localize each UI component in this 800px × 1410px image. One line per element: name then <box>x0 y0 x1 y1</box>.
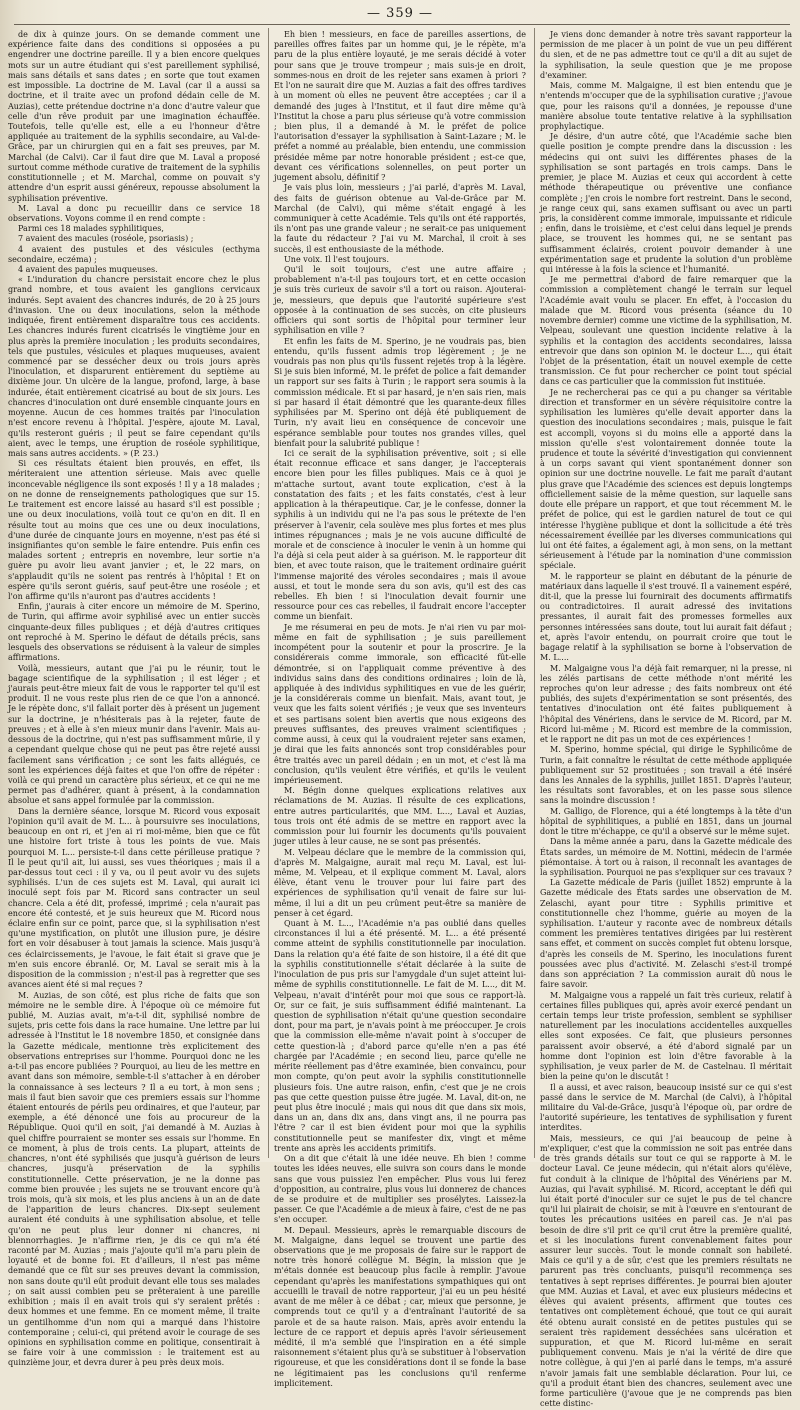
paragraph: M. Laval a donc pu recueillir dans ce service 18 observations. Voyons comme il en rend compte : <box>8 203 260 223</box>
column-right <box>540 30 792 1409</box>
paragraph: 4 avaient des papules muqueuses. <box>18 265 158 275</box>
paragraph: Qu'il le soit toujours, c'est une autre affaire ; probablement n'a-t-il pas toujours tort, et en cette occasion je suis très curieux de savoir s'il a tort ou raison. Ajouterai-je, messieurs, que depuis que l'autorité supérieure s'est opposée à la continuation de ses succès, on cite plusieurs officiers qui sont sortis de l'hôpital pour terminer leur syphilisation en ville ? <box>274 265 526 336</box>
paragraph: Mais, comme M. Malgaigne, il est bien entendu que je n'entends m'occuper que de la syphilisation curative ; j'avoue que, pour les raisons qu'il a données, je repousse d'une manière absolue toute tentative relative à la syphilisation prophylactique. <box>540 81 792 131</box>
paragraph: M. Depaul. Messieurs, après le remarquable discours de M. Malgaigne, dans lequel se trouvent une partie des observations que je me proposais de faire sur le rapport de notre très honoré collègue M. Bégin, la mission que je m'étais donnée est beaucoup plus facile à remplir. J'avoue cependant qu'après les manifestations sympathiques qui ont accueilli le travail de notre rapporteur, j'ai eu un peu hésité avant de me mêler à ce débat ; car, mieux que personne, je comprends tout ce qu'il y a d'entraînant l'autorité de sa parole et de sa haute raison. Mais, après avoir entendu la lecture de ce rapport et depuis après l'avoir sérieusement médité, il m'a semblé que l'inspiration en a été simple raisonnement s'étaient plus qu'à se substituer à l'observation rigoureuse, et que les considérations dont il se fonde la base ne légitimaient pas les conclusions qu'il renferme implicitement. <box>274 1225 526 1388</box>
paragraph: Je me résumerai en peu de mots. Je n'ai rien vu par moi-même en fait de syphilisation ; je suis pareillement incompétent pour la soutenir et pour la proscrire. Je la considérerais comme immorale, son efficacité fût-elle démontrée, si on l'appliquait comme préventive à des individus sains dans des conditions ordinaires ; loin de là, appliquée à des individus syphilitiques en vue de les guérir, je la considérerais comme un bienfait. Mais, avant tout, je veux que les faits soient vérifiés ; je veux que ses inventeurs et ses partisans soient bien avertis que nous exigeons des preuves suffisantes, des preuves vraiment scientifiques ; comme aussi, à ceux qui la voudraient rejeter sans examen, je dirai que les faits annoncés sont trop considérables pour être traités avec un pareil dédain ; en un mot, et c'est là ma conclusion, qu'ils veulent être vérifiés, et qu'ils le veulent impérieusement. <box>274 622 526 785</box>
column-divider <box>268 28 269 1158</box>
paragraph: M. Auzias, de son côté, est plus riche de faits que son mémoire ne le semble dire. À l'époque où ce mémoire fut publié, M. Auzias avait, m'a-t-il dit, syphilisé nombre de sujets, pris cette fois dans la race humaine. Une lettre par lui adressée à l'Institut le 18 novembre 1850, et consignée dans la Gazette médicale, mentionne très explicitement des observations entreprises sur l'homme. Pourquoi donc ne les a-t-il pas encore publiées ? Pourquoi, au lieu de les mettre en avant dans son mémoire, semble-t-il s'attacher à en dérober la connaissance à ses lecteurs ? Il a eu tort, à mon sens ; mais il faut bien savoir que ces premiers essais sur l'homme étaient entourés de périls peu ordinaires, et que l'auteur, par exemple, a été dénoncé une fois au procureur de la République. Quoi qu'il en soit, j'ai demandé à M. Auzias à quel chiffre pourraient se monter ses essais sur l'homme. En ce moment, à plus de trois cents. La plupart, atteints de chancres, n'ont été syphilisés que jusqu'à guérison de leurs chancres, jusqu'à préservation de la syphilis constitutionnelle. Cette préservation, je ne la donne pas comme bien prouvée ; les sujets ne se trouvant encore qu'à trois mois, qu'à six mois, et les plus anciens à un an de date de l'apparition de leurs chancres. Dix-sept seulement auraient été conduits à une syphilisation absolue, et telle qu'on ne peut plus leur donner ni chancres, ni blennorrhagies. Je n'affirme rien, je dis ce qui m'a été raconté par M. Auzias ; mais j'ajoute qu'il m'a paru plein de loyauté et de bonne foi. Et d'ailleurs, il n'est pas même demandé que ce fût sur ses preuves devant la commission, non sans doute qu'il eût produit devant elle tous ses malades ; on sait aussi combien peu se prêteraient à une pareille exhibition ; mais il en avait trois qui s'y seraient prêtés : deux hommes et une femme. En ce moment même, il traite un gentilhomme d'un nom qui a marqué dans l'histoire contemporaine ; celui-ci, qui prétend avoir le courage de ses opinions en syphilisation comme en politique, consentirait à se faire voir à une commission : le traitement est au quinzième jour, et devra durer à peu près deux mois. <box>8 990 260 1368</box>
paragraph: Enfin, j'aurais à citer encore un mémoire de M. Sperino, de Turin, qui affirme avoir syphilisé avec un entier succès cinquante-deux filles publiques ; et déjà d'autres critiques ont reproché à M. Sperino le défaut de détails précis, sans lesquels des observations se réduisent à la valeur de simples affirmations. <box>8 602 260 663</box>
paragraph: 4 avaient des pustules et des vésicules (ecthyma secondaire, eczéma) ; <box>8 244 260 264</box>
paragraph: Ici ce serait de la syphilisation préventive, soit ; si elle était reconnue efficace et sans danger, je l'accepterais encore bien pour les filles publiques. Mais ce à quoi je m'attache surtout, avant toute explication, c'est à la constatation des faits ; et les faits constatés, c'est à leur application à la thérapeutique. Car, je le confesse, donner la syphilis à un individu qui ne l'a pas sous le prétexte de l'en préserver à l'avenir, cela soulève mes plus fortes et mes plus intimes répugnances ; mais je ne vois aucune difficulté de morale et de conscience à inoculer le venin à un homme qui l'a déjà si cela peut aider à sa guérison. M. le rapporteur dit bien, et avec toute raison, que le traitement ordinaire guérit l'immense majorité des véroles secondaires ; mais il avoue aussi, et tout le monde sera du son avis, qu'il est des cas rebelles. Eh bien ! si l'inoculation devait fournir une ressource pour ces cas rebelles, il faudrait encore l'accepter comme un bienfait. <box>274 448 526 622</box>
paragraph: Eh bien ! messieurs, en face de pareilles assertions, de pareilles offres faites par un homme qui, je le répète, m'a paru de la plus entière loyauté, je me serais décidé à voter pour sans que je trouve trompeur ; mais suis-je en droit, sommes-nous en droit de les rejeter sans examen à priori ? Et l'on ne saurait dire que M. Auzias a fait des offres tardives à un moment où elles ne peuvent être acceptées ; car il a demandé des juges à l'Institut, et il faut dire même qu'à l'Institut la chose a paru plus sérieuse qu'à votre commission ; bien plus, il a demandé à M. le préfet de police l'autorisation d'essayer la syphilisation à Saint-Lazare ; M. le préfet a nommé au préalable, bien entendu, une commission présidée même par notre honorable président ; est-ce que, devant ces vérifications solennelles, on peut porter un jugement absolu, définitif ? <box>274 30 526 183</box>
paragraph: M. Bégin donne quelques explications relatives aux réclamations de M. Auzias. Il résulte de ces explications, entre autres particularités, que MM. L..., Laval et Auzias, tous trois ont été admis de se mettre en rapport avec la commission pour lui fournir les documents qu'ils pouvaient juger utiles à leur cause, ne se sont pas présentés. <box>274 786 526 847</box>
paragraph: de dix à quinze jours. On se demande comment une expérience faite dans des conditions si opposées a pu engendrer une doctrine pareille. Il y a bien encore quelques mots sur un autre étudiant qui s'est pareillement syphilisé, mais sans détails et sans dates ; en sorte que tout examen est impossible. La doctrine de M. Laval (car il a aussi sa doctrine, et il traite avec un profond dédain celle de M. Auzias), cette prétendue doctrine n'a donc d'autre valeur que celle d'un rêve produit par une imagination échauffée. Toutefois, telle qu'elle est, elle a eu l'honneur d'être appliquée au traitement de la syphilis secondaire, au Val-de-Grâce, par un chirurgien qui en a fait ses preuves, par M. Marchal (de Calvi). Car il faut dire que M. Laval a proposé surtout comme méthode curative de traitement de la syphilis constitutionnelle ; et M. Marchal, comme on pouvait s'y attendre d'un esprit aussi généreux, repousse absolument la syphilisation préventive. <box>8 30 260 203</box>
paragraph: Quant à M. L..., l'Académie n'a pas oublié dans quelles circonstances il lui a été présenté. M. L... a été présenté comme atteint de syphilis constitutionnelle par inoculation. Dans la relation qu'a été faite de son histoire, il a été dit que la syphilis constitutionnelle s'était déclarée à la suite de l'inoculation de pus pris sur l'amygdale d'un sujet atteint lui-même de syphilis constitutionnelle. Le fait de M. L..., dit M. Velpeau, n'avait d'intérêt pour moi que sous ce rapport-là. Or, sur ce fait, je suis suffisamment édifié maintenant. La question de syphilisation n'était qu'une question secondaire dont, pour ma part, je n'avais point à me préoccuper. Je crois que la commission elle-même n'avait point à s'occuper de cette question-là ; d'abord parce qu'elle n'en a pas été chargée par l'Académie ; en second lieu, parce qu'elle ne mérite réellement pas d'être examinée, bien convaincu, pour mon compte, qu'on peut avoir la syphilis constitutionnelle plusieurs fois. Une autre raison, enfin, c'est que je ne crois pas que cette question puisse être jugée. M. Laval, dit-on, ne peut plus être inoculé ; mais qui nous dit que dans six mois, dans un an, dans dix ans, dans vingt ans, il ne pourra pas l'être ? car il est bien évident pour moi que la syphilis constitutionnelle peut se manifester dix, vingt et même trente ans après les accidents primitifs. <box>274 919 526 1153</box>
column-middle <box>274 30 526 1388</box>
paragraph: Je vais plus loin, messieurs ; j'ai parlé, d'après M. Laval, des faits de guérison obtenue au Val-de-Grâce par M. Marchal (de Calvi), qui même s'était engagé à les communiquer à cette Académie. Tels qu'ils ont été rapportés, ils n'ont pas une grande valeur ; ne serait-ce pas uniquement la faute du rédacteur ? J'ai vu M. Marchal, il croit à ses succès, il est enthousiaste de la méthode. <box>274 183 526 254</box>
page-number: — 359 — <box>366 6 434 21</box>
paragraph: Parmi ces 18 malades syphilitiques, <box>18 224 164 234</box>
paragraph: Il a aussi, et avec raison, beaucoup insisté sur ce qui s'est passé dans le service de M. Marchal (de Calvi), à l'hôpital militaire du Val-de-Grâce, jusqu'à l'époque où, par ordre de l'autorité supérieure, les tentatives de syphilisation y furent interdites. <box>540 1082 792 1133</box>
paragraph: M. Malgaigne vous l'a déjà fait remarquer, ni la presse, ni les zélés partisans de cette méthode n'ont mérité les reproches qu'on leur adresse ; des faits nombreux ont été publiés, des sujets d'expérimentation se sont présentés, des tentatives d'inoculation ont été faites publiquement à l'hôpital des Vénériens, dans le service de M. Ricord, par M. Ricord lui-même ; M. Ricord est membre de la commission, et le rapport ne dit pas un mot de ces expériences ! <box>540 663 792 745</box>
paragraph: La Gazette médicale de Paris (juillet 1852) emprunte à la Gazette médicale des États sardes une observation de M. Zelaschi, ayant pour titre : Syphilis primitive et constitutionnelle chez l'homme, guérie au moyen de la syphilisation. L'auteur y raconte avec de nombreux détails comment les premières tentatives dirigées par lui restèrent sans effet, et comment on succès complet fut obtenu lorsque, d'après les conseils de M. Sperino, les inoculations furent poussées avec plus d'activité. M. Zelaschi s'est-il trompé dans son appréciation ? La commission aurait dû nous le faire savoir. <box>540 878 792 990</box>
paragraph: M. le rapporteur se plaint en débutant de la pénurie de matériaux dans laquelle il s'est trouvé. Il a vainement espéré, dit-il, que la presse lui fournirait des documents affirmatifs ou contradictoires. Il aurait adressé des invitations pressantes, il aurait fait des promesses formelles aux personnes intéressées sans doute, tout lui aurait fait défaut ; et, après l'avoir entendu, on pourrait croire que tout le bagage relatif à la syphilisation se borne à l'observation de M. L.... <box>540 571 792 663</box>
column-divider <box>534 28 535 1158</box>
paragraph: On a dit que c'était là une idée neuve. Eh bien ! comme toutes les idées neuves, elle suivra son cours dans le monde sans que vous puissiez l'en empêcher. Plus vous lui ferez d'opposition, au contraire, plus vous lui donnerez de chances de se produire et de multiplier ses prosélytes. Laissez-la passer. Ce que l'Académie a de mieux à faire, c'est de ne pas s'en occuper. <box>274 1154 526 1225</box>
paragraph: Et enfin les faits de M. Sperino, je ne voudrais pas, bien entendu, qu'ils fussent admis trop légèrement ; je ne voudrais pas non plus qu'ils fussent rejetés trop à la légère. Si je suis bien informé, M. le préfet de police a fait demander un rapport sur ses faits à Turin ; le rapport sera soumis à la commission médicale. Et si par hasard, je n'en sais rien, mais si par hasard il était démontré que les quarante-deux filles syphilisées par M. Sperino ont déjà été publiquement de Turin, n'y avait lieu en conséquence de concevoir une espérance semblable pour toutes nos grandes villes, quel bienfait pour la salubrité publique ! <box>274 336 526 448</box>
paragraph: Je désire, d'un autre côté, que l'Académie sache bien quelle position je compte prendre dans la discussion : les médecins qui ont suivi les différentes phases de la syphilisation se sont partagés en trois camps. Dans le premier, je place M. Auzias et ceux qui accordent à cette méthode thérapeutique ou préventive une confiance complète ; j'en crois le nombre fort restreint. Dans le second, je range ceux qui, sans examen suffisant ou avec un parti pris, la considèrent comme immorale, impuissante et ridicule ; enfin, dans le troisième, et c'est celui dans lequel je prends place, se trouvent les hommes qui, ne se sentant pas suffisamment éclairés, croient pouvoir demander à une expérimentation sage et prudente la solution d'un problème qui intéresse à la fois la science et l'humanité. <box>540 132 792 275</box>
header-rule <box>14 24 790 25</box>
paragraph: Dans la dernière séance, lorsque M. Ricord vous exposait l'opinion qu'il avait de M. L... à poursuivre ses inoculations, beaucoup en ont ri, et j'en ai ri moi-même, bien que ce fût une histoire fort triste à tous les points de vue. Mais pourquoi M. L... persiste-t-il dans cette périlleuse pratique ? Il le peut qu'il ait, lui aussi, ses vues théoriques ; mais il a par-dessus tout ceci : il y va, ou il peut avoir vu des sujets syphilisés. L'un de ces sujets est M. Laval, qui aurait ici inoculé sept fois par M. Ricord sans contracter un seul chancre. Cela a été dit, professé, imprimé ; cela n'aurait pas encore été contesté, et je suis heureux que M. Ricord nous éclaire enfin sur ce point, parce que, si la syphilisation n'est qu'une mystification, on plutôt une illusion pure, je désire fort en voir désabuser à tout jamais la science. Mais jusqu'à ces éclaircissements, je l'avoue, le fait était si grave que je m'en suis encore ébranlé. Or, M. Laval se serait mis à la disposition de la commission ; n'est-il pas à regretter que ses avances aient été si mal reçues ? <box>8 806 260 990</box>
column-left <box>8 30 260 1368</box>
paragraph: Voilà, messieurs, autant que j'ai pu le réunir, tout le bagage scientifique de la syphilisation ; il est léger ; et j'aurais peut-être mieux fait de vous le rapporter tel qu'il est produit. Il ne vous reste plus rien de ce que l'on a annoncé. Je le répète donc, s'il fallait porter dès à présent un jugement sur la doctrine, je n'hésiterais pas à la rejeter, faute de preuves ; et à elle à s'en mieux munir dans l'avenir. Mais au-dessous de la doctrine, qui n'est pas suffisamment mûrie, il y a cependant quelque chose qui ne peut pas être rejeté aussi facilement sans vérification ; ce sont les faits allégués, ce sont les expériences déjà faites et que l'on offre de répéter : voilà ce qui prend un caractère plus sérieux, et ce qui ne me permet pas d'adhérer, quant à présent, à la condamnation absolue et sans appel formulée par la commission. <box>8 663 260 806</box>
paragraph: « L'induration du chancre persistait encore chez le plus grand nombre, et tous avaient les ganglions cervicaux indurés. Sept avaient des chancres indurés, de 20 à 25 jours d'invasion. Une ou deux inoculations, selon la méthode indiquée, firent entièrement disparaître tous ces accidents. Les chancres indurés furent cicatrisés le vingtième jour en plus après la première inoculation ; les produits secondaires, tels que pustules, vésicules et plaques muqueuses, avaient commencé par se dessécher deux ou trois jours après l'inoculation, et disparurent entièrement du septième au dixième jour. Un ulcère de la langue, profond, large, à base indurée, était entièrement cicatrisé au bout de six jours. Les chancres d'inoculation ont duré ensemble cinquante jours en moyenne. Aucun de ces hommes traités par l'inoculation n'est encore revenu à l'hôpital. J'espère, ajoute M. Laval, qu'ils resteront guéris ; il peut se faire cependant qu'ils aient, avec le temps, une éruption de roséole syphilitique, mais sans autres accidents. » (P. 23.) <box>8 275 260 458</box>
paragraph: Je viens donc demander à notre très savant rapporteur la permission de me placer à un point de vue un peu différent du sien, et de ne pas admettre tout ce qu'il a dit au sujet de la syphilisation, la seule question que je me propose d'examiner. <box>540 30 792 80</box>
paragraph: Je me permettrai d'abord de faire remarquer que la commission a complètement changé le terrain sur lequel l'Académie avait voulu se placer. En effet, à l'occasion du malade que M. Ricord vous présenta (séance du 10 novembre dernier) comme une victime de la syphilisation, M. Velpeau, soulevant une question incidente relative à la syphilis et la contagion des accidents secondaires, laissa entrevoir que dans son opinion M. le docteur L..., qui était l'objet de la présentation, était un nouvel exemple de cette transmission. Ce fut pour rechercher ce point tout spécial dans ce cas particulier que la commission fut instituée. <box>540 275 792 387</box>
paragraph: M. Velpeau déclare que le membre de la commission qui, d'après M. Malgaigne, aurait mal reçu M. Laval, est lui-même, M. Velpeau, et il explique comment M. Laval, alors élève, étant venu le trouver pour lui faire part des expériences de syphilisation qu'il venait de faire sur lui-même, il lui a dit un peu crûment peut-être sa manière de penser à cet égard. <box>274 847 526 918</box>
paragraph: M. Sperino, homme spécial, qui dirige le Syphilicôme de Turin, a fait connaître le résultat de cette méthode appliquée publiquement sur 52 prostituées ; son travail a été inséré dans les Annales de la syphilis, juillet 1851. D'après l'auteur, les résultats sont favorables, et on les passe sous silence sans la moindre discussion ! <box>540 745 792 806</box>
paragraph: Dans la même année a paru, dans la Gazette médicale des États sardes, un mémoire de M. Nottini, médecin de l'armée piémontaise. À tort ou à raison, il reconnaît les avantages de la syphilisation. Pourquoi ne pas s'expliquer sur ces travaux ? <box>540 837 792 877</box>
paragraph: Mais, messieurs, ce qui j'ai beaucoup de peine à m'expliquer, c'est que la commission ne soit pas entrée dans de très grands détails sur tout ce qui se rapporte à M. le docteur Laval. Ce jeune médecin, qui n'était alors qu'élève, fut conduit à la clinique de l'hôpital des Vénériens par M. Auzias, qui l'avait syphilisé. M. Ricord, acceptant le défi qui lui était porté d'inoculer sur ce sujet le pus de tel chancre qu'il lui plairait de choisir, se mit à l'œuvre en s'entourant de toutes les précautions usitées en pareil cas. Je n'ai pas besoin de dire s'il prit ce qu'il crut être la première qualité, et si les inoculations furent convenablement faites pour assurer leur succès. Tout le monde connaît son habileté. Mais ce qu'il y a de sûr, c'est que les premiers résultats ne parurent pas très concluants, puisqu'il recommença ses tentatives à sept reprises différentes. Je pourrai bien ajouter que MM. Auzias et Laval, et avec eux plusieurs médecins et élèves qui avaient présents, affirment que toutes ces tentatives ont complètement échoué, que tout ce qui aurait été obtenu aurait consisté en de petites pustules qui se seraient très rapidement desséchées sans ulcération et suppuration, et que M. Ricord lui-même en serait publiquement convenu. Mais je n'ai la vérité de dire que notre collègue, à qui j'en ai parlé dans le temps, m'a assuré n'avoir jamais fait une semblable déclaration. Pour lui, ce qu'il a produit étant bien des chancres, seulement avec une forme particulière (j'avoue que je ne comprends pas bien cette distinc- <box>540 1133 792 1409</box>
paragraph: Je ne rechercherai pas ce qui a pu changer sa véritable direction et transformer en un sévère réquisitoire contre la syphilisation les lumières qu'elle devait apporter dans la question des inoculations secondaires ; mais, puisque le fait est accompli, voyons si du moins elle a apporté dans la mission qu'elle s'est volontairement donnée toute la prudence et toute la sévérité d'investigation qui conviennent à un corps savant qui vient spontanément donner son opinion sur une doctrine nouvelle. Le fait me paraît d'autant plus grave que l'Académie des sciences est depuis longtemps officiellement saisie de la même question, sur laquelle sans doute elle prépare un rapport, et que tout récemment M. le préfet de police, qui est le gardien naturel de tout ce qui intéresse l'hygiène publique et dont la sollicitude a été très nécessairement éveillée par les diverses communications qui lui ont été faites, a également agi, à mon sens, on la mettant sérieusement à l'étude par la nomination d'une commission spéciale. <box>540 387 792 571</box>
paragraph: Si ces résultats étaient bien prouvés, en effet, ils mériteraient une attention sérieuse. Mais avec quelle inconcevable négligence ils sont exposés ! Il y a 18 malades ; on ne donne de renseignements pathologiques que sur 15. Le traitement est encore laissé au hasard s'il est possible ; une ou deux inoculations, voilà tout ce qu'on en dit. Il en résulte tout au moins que ces une ou deux inoculations, d'une durée de cinquante jours en moyenne, n'est pas été si insignifiantes qu'on semble le faire entendre. Puis enfin ces malades sortent ; entrepris en novembre, leur sortie n'a guère pu avoir lieu avant janvier ; et, le 22 mars, on s'applaudit qu'ils ne soient pas rentrés à l'hôpital ! Et on espère qu'ils seront guéris, sauf peut-être une roséole ; et l'on affirme qu'ils n'auront pas d'autres accidents ! <box>8 459 260 602</box>
paragraph: M. Galligo, de Florence, qui a été longtemps à la tête d'un hôpital de syphilitiques, a publié en 1851, dans un journal dont le titre m'échappe, ce qu'il a observé sur le même sujet. <box>540 806 792 837</box>
paragraph: Une voix. Il l'est toujours. <box>284 254 389 264</box>
paragraph: M. Malgaigne vous a rappelé un fait très curieux, relatif à certaines filles publiques qui, après avoir exercé pendant un certain temps leur triste profession, semblent se syphiliser naturellement par les inoculations accidentelles auxquelles elles sont exposées. Ce fait, que plusieurs personnes paraissent avoir observé, a été d'abord signalé par un homme dont l'opinion est loin d'être favorable à la syphilisation, je veux parler de M. de Castelnau. Il méritait bien la peine qu'on le discutât ! <box>540 990 792 1082</box>
paragraph: 7 avaient des macules (roséole, psoriasis) ; <box>18 234 194 244</box>
